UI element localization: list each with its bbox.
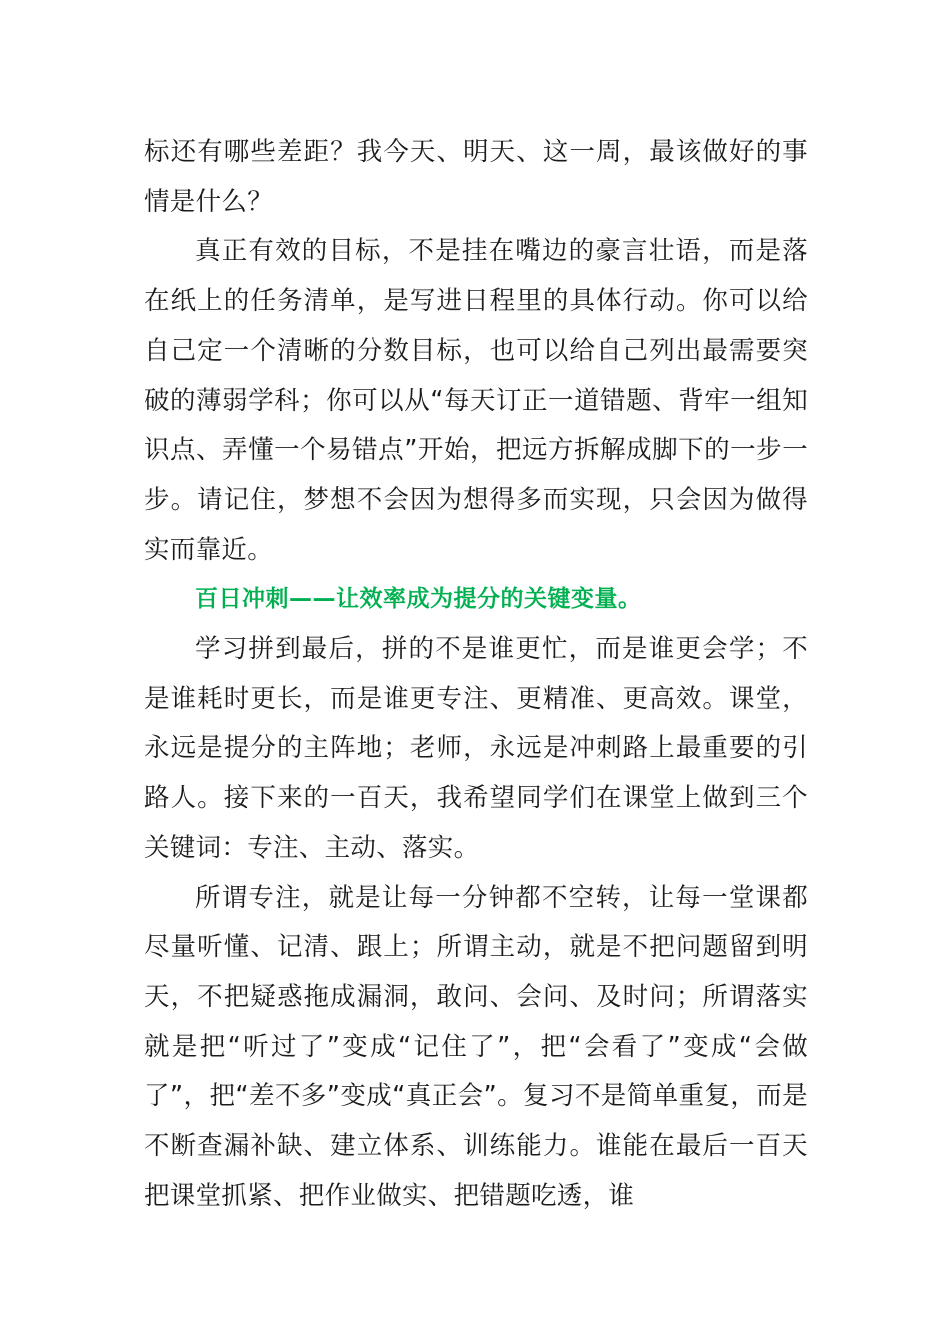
paragraph-learning-efficiency: 学习拼到最后，拼的不是谁更忙，而是谁更会学；不是谁耗时更长，而是谁更专注、更精准、更高效。课堂，永远是提分的主阵地；老师，永远是冲刺路上最重要的引路人。接下来的一百天，我希望同学们在课堂上做到三个关键词：专注、主动、落实。 [144,634,808,863]
paragraph-effective-goals: 真正有效的目标，不是挂在嘴边的豪言壮语，而是落在纸上的任务清单，是写进日程里的具体行动。你可以给自己定一个清晰的分数目标，也可以给自己列出最需要突破的薄弱学科；你可以从“每天订正一道错题、背牢一组知识点、弄懂一个易错点”开始，把远方拆解成脚下的一步一步。请记住，梦想不会因为想得多而实现，只会因为做得实而靠近。 [144,236,808,565]
paragraph-continuation: 标还有哪些差距？我今天、明天、这一周，最该做好的事情是什么？ [144,137,808,217]
section-heading-sprint: 百日冲刺——让效率成为提分的关键变量。 [195,586,642,613]
paragraph-focus-initiative: 所谓专注，就是让每一分钟都不空转，让每一堂课都尽量听懂、记清、跟上；所谓主动，就是不把问题留到明天，不把疑惑拖成漏洞，敢问、会问、及时问；所谓落实就是把“听过了”变成“记住了”，把“会看了”变成“会做了”，把“差不多”变成“真正会”。复习不是简单重复，而是不断查漏补缺、建立体系、训练能力。谁能在最后一百天把课堂抓紧、把作业做实、把错题吃透，谁 [144,882,808,1211]
document-body [144,128,808,1221]
